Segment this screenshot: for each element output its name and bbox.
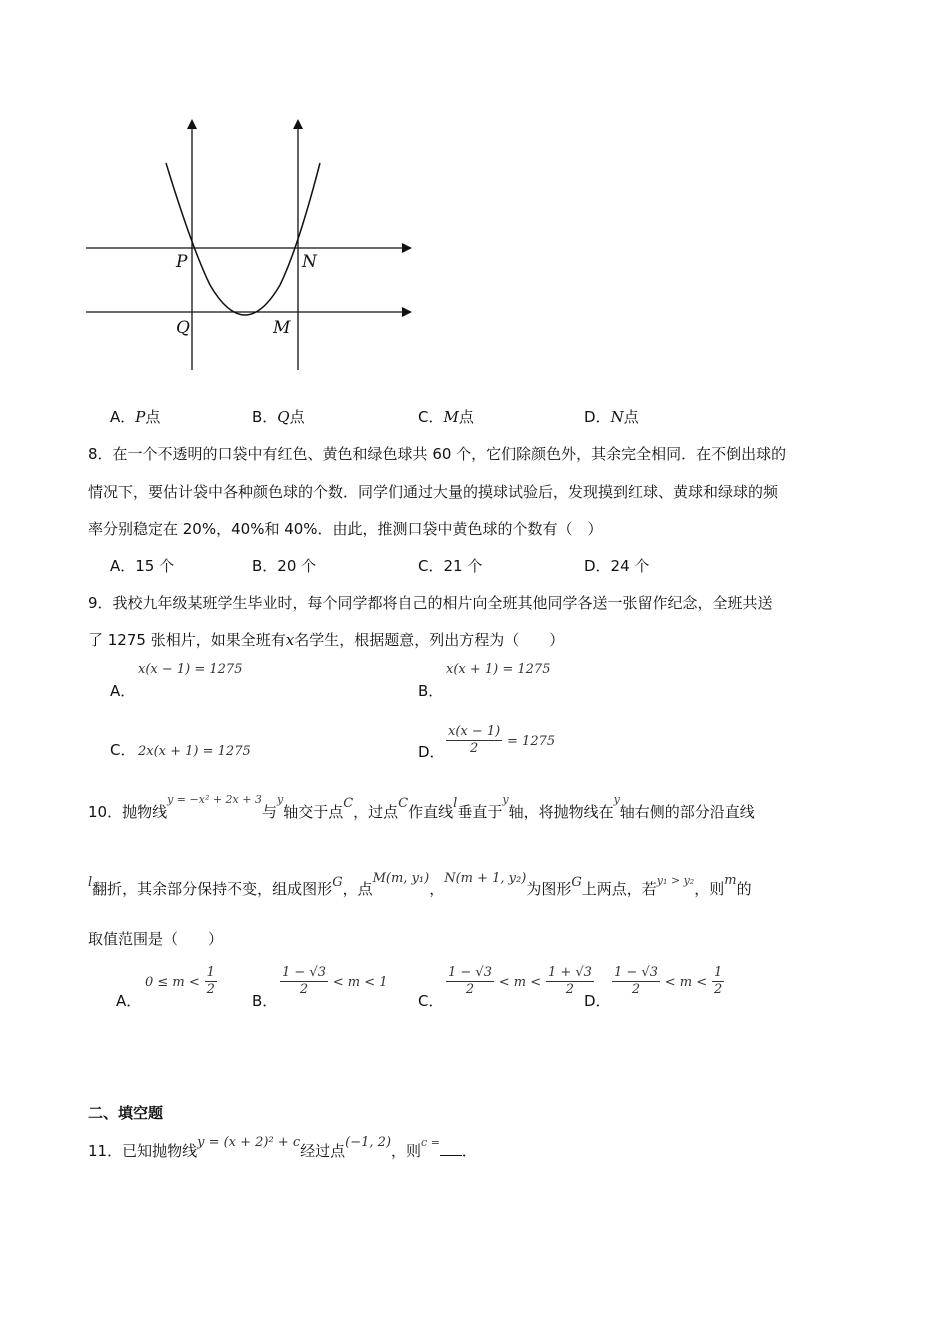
label-m: M <box>273 318 291 338</box>
q9-option-b[interactable]: B． <box>418 682 444 700</box>
q9-option-c[interactable]: C． <box>110 741 136 759</box>
q8-line-3: 率分别稳定在 20%，40%和 40%．由此，推测口袋中黄色球的个数有（ ） <box>88 520 603 538</box>
answer-blank[interactable] <box>440 1143 462 1156</box>
q8-option-c[interactable]: C．21 个 <box>418 557 483 575</box>
label-p: P <box>176 252 188 272</box>
q11-line: 11．已知抛物线y = (x + 2)² + c经过点(−1, 2)，则$^{c =}$ ． <box>88 1135 477 1160</box>
q8-line-1: 8．在一个不透明的口袋中有红色、黄色和绿色球共 60 个，它们除颜色外，其余完全相同．在不倒出球的 <box>88 445 787 463</box>
label-q: Q <box>176 318 190 338</box>
section-title-fill-in: 二、填空题 <box>88 1104 164 1122</box>
q8-option-a[interactable]: A．15 个 <box>110 557 175 575</box>
q9-line-2: 了 1275 张相片，如果全班有x名学生，根据题意，列出方程为（ ） <box>88 631 565 649</box>
label-n: N <box>302 252 317 272</box>
q10-option-a[interactable]: A． <box>116 992 142 1010</box>
q10-option-d-expr: $\frac{1 - √3}{2}$ < m < $\frac{1}{2}$ <box>614 965 723 997</box>
q9-option-b-equation: x(x + 1) = 1275 <box>446 662 551 677</box>
q9-option-c-equation: 2x(x + 1) = 1275 <box>138 744 251 759</box>
q10-option-b-expr: $\frac{1 - √3}{2}$ < m < 1 <box>282 965 388 997</box>
parabola-graph <box>80 115 420 380</box>
q7-option-b[interactable]: B．Q点 <box>252 408 305 426</box>
q10-line-2: l翻折，其余部分保持不变，组成图形G，点M(m, y₁)，N(m + 1, y₂)为图形G上两点，若$^{y_1 > y_2}$，则m的 <box>88 871 752 898</box>
q7-option-d[interactable]: D．N点 <box>584 408 639 426</box>
parabola-curve <box>166 163 320 315</box>
q10-line-1: 10．抛物线$^{y = -x^2 + 2x + 3}$与$^y$轴交于点C，过点C作直线l垂直于$^y$轴，将抛物线在$^y$轴右侧的部分沿直线 <box>88 793 755 821</box>
q8-option-d[interactable]: D．24 个 <box>584 557 650 575</box>
q9-line-1: 9．我校九年级某班学生毕业时，每个同学都将自己的相片向全班其他同学各送一张留作纪念，全班共送 <box>88 594 773 612</box>
q8-line-2: 情况下，要估计袋中各种颜色球的个数．同学们通过大量的摸球试验后，发现摸到红球、黄球和绿球的频 <box>88 483 779 501</box>
q10-line-3: 取值范围是（ ） <box>88 930 224 948</box>
q7-option-a[interactable]: A．P点 <box>110 408 161 426</box>
q10-option-b[interactable]: B． <box>252 992 278 1010</box>
q8-option-b[interactable]: B．20 个 <box>252 557 317 575</box>
q10-option-c[interactable]: C． <box>418 992 444 1010</box>
q10-option-a-expr: 0 ≤ m < $\frac{1}{2}$ <box>145 965 215 997</box>
q7-option-c[interactable]: C．M点 <box>418 408 474 426</box>
q9-option-a-equation: x(x − 1) = 1275 <box>138 662 243 677</box>
q9-option-a[interactable]: A． <box>110 682 136 700</box>
q9-option-d-equation: $\frac{x(x - 1)}{2}$ = 1275 <box>448 724 556 756</box>
q10-option-d[interactable]: D． <box>584 992 611 1010</box>
q9-option-d[interactable]: D． <box>418 743 445 761</box>
q10-option-c-expr: $\frac{1 - √3}{2}$ < m < $\frac{1 + √3}{2}$ <box>448 965 592 997</box>
